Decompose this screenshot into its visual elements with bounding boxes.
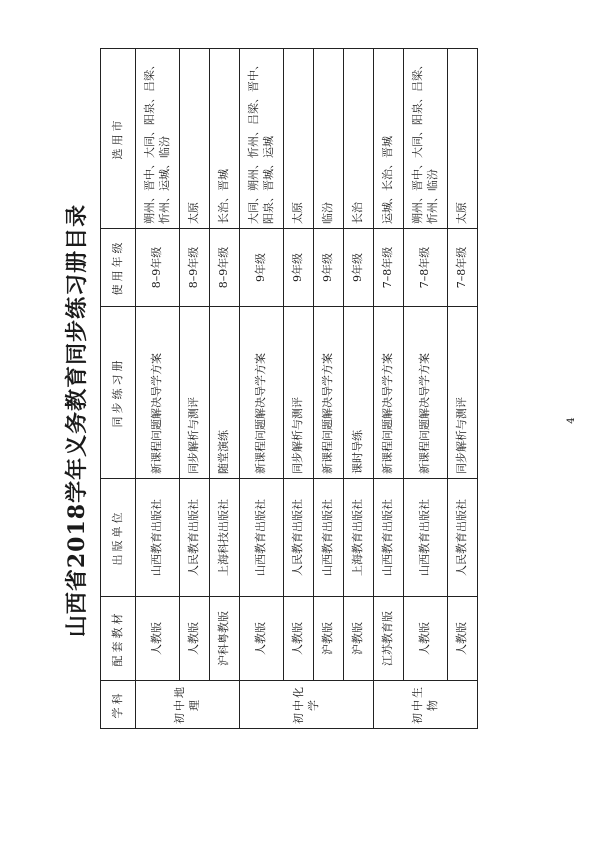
cell-publisher: 山西教育出版社 xyxy=(374,479,404,597)
cell-textbook: 沪教版 xyxy=(344,597,374,681)
cell-cities: 大同、朔州、忻州、吕梁、晋中、阳泉、晋城、运城 xyxy=(240,49,284,229)
header-subject: 学科 xyxy=(101,681,136,729)
cell-textbook: 沪科粤教版 xyxy=(210,597,240,681)
cell-textbook: 沪教版 xyxy=(314,597,344,681)
document-title: 山西省2018学年义务教育同步练习册目录 xyxy=(64,203,90,638)
cell-textbook: 人教版 xyxy=(180,597,210,681)
cell-textbook: 人教版 xyxy=(448,597,478,681)
cell-workbook: 随堂演练 xyxy=(210,307,240,479)
cell-workbook: 新课程问题解决导学方案 xyxy=(404,307,448,479)
table-row xyxy=(240,49,284,729)
cell-grade: 9年级 xyxy=(240,229,284,307)
subject-geography: 初中地理 xyxy=(136,681,240,729)
cell-cities: 临汾 xyxy=(314,49,344,229)
cell-publisher: 人民教育出版社 xyxy=(284,479,314,597)
table-row xyxy=(404,49,448,729)
cell-workbook: 新课程问题解决导学方案 xyxy=(136,307,180,479)
cell-publisher: 人民教育出版社 xyxy=(448,479,478,597)
page-number: 4 xyxy=(566,417,577,424)
cell-publisher: 山西教育出版社 xyxy=(136,479,180,597)
cell-grade: 7–8年级 xyxy=(374,229,404,307)
cell-cities: 太原 xyxy=(284,49,314,229)
header-cities: 选用市 xyxy=(101,49,136,229)
cell-cities: 朔州、晋中、大同、阳泉、吕梁、忻州、临汾 xyxy=(404,49,448,229)
cell-publisher: 山西教育出版社 xyxy=(314,479,344,597)
table-header-row xyxy=(101,49,136,729)
cell-workbook: 新课程问题解决导学方案 xyxy=(314,307,344,479)
cell-grade: 8–9年级 xyxy=(210,229,240,307)
header-workbook: 同步练习册 xyxy=(101,307,136,479)
cell-cities: 长治、晋城 xyxy=(210,49,240,229)
cell-textbook: 人教版 xyxy=(404,597,448,681)
cell-publisher: 山西教育出版社 xyxy=(240,479,284,597)
table-row xyxy=(210,49,240,729)
cell-workbook: 同步解析与测评 xyxy=(448,307,478,479)
cell-textbook: 人教版 xyxy=(240,597,284,681)
table-row xyxy=(314,49,344,729)
table-row xyxy=(136,49,180,729)
cell-workbook: 课时导练 xyxy=(344,307,374,479)
subject-chemistry: 初中化学 xyxy=(240,681,374,729)
table-row xyxy=(374,49,404,729)
cell-grade: 7–8年级 xyxy=(448,229,478,307)
header-textbook: 配套教材 xyxy=(101,597,136,681)
catalog-table xyxy=(100,48,478,729)
cell-cities: 朔州、晋中、大同、阳泉、吕梁、忻州、运城、临汾 xyxy=(136,49,180,229)
subject-biology: 初中生物 xyxy=(374,681,478,729)
cell-grade: 9年级 xyxy=(284,229,314,307)
cell-cities: 太原 xyxy=(180,49,210,229)
cell-workbook: 新课程问题解决导学方案 xyxy=(240,307,284,479)
cell-textbook: 江苏教育版 xyxy=(374,597,404,681)
cell-grade: 9年级 xyxy=(314,229,344,307)
cell-publisher: 山西教育出版社 xyxy=(404,479,448,597)
header-publisher: 出版单位 xyxy=(101,479,136,597)
cell-workbook: 新课程问题解决导学方案 xyxy=(374,307,404,479)
cell-cities: 太原 xyxy=(448,49,478,229)
table-row xyxy=(448,49,478,729)
cell-publisher: 上海教育出版社 xyxy=(344,479,374,597)
cell-cities: 运城、长治、晋城 xyxy=(374,49,404,229)
cell-grade: 8–9年级 xyxy=(136,229,180,307)
cell-textbook: 人教版 xyxy=(284,597,314,681)
cell-workbook: 同步解析与测评 xyxy=(180,307,210,479)
cell-grade: 9年级 xyxy=(344,229,374,307)
cell-cities: 长治 xyxy=(344,49,374,229)
table-row xyxy=(180,49,210,729)
cell-textbook: 人教版 xyxy=(136,597,180,681)
table-row xyxy=(344,49,374,729)
cell-publisher: 上海科技出版社 xyxy=(210,479,240,597)
table-row xyxy=(284,49,314,729)
cell-workbook: 同步解析与测评 xyxy=(284,307,314,479)
header-grade: 使用年级 xyxy=(101,229,136,307)
cell-grade: 8–9年级 xyxy=(180,229,210,307)
cell-publisher: 人民教育出版社 xyxy=(180,479,210,597)
cell-grade: 7–8年级 xyxy=(404,229,448,307)
